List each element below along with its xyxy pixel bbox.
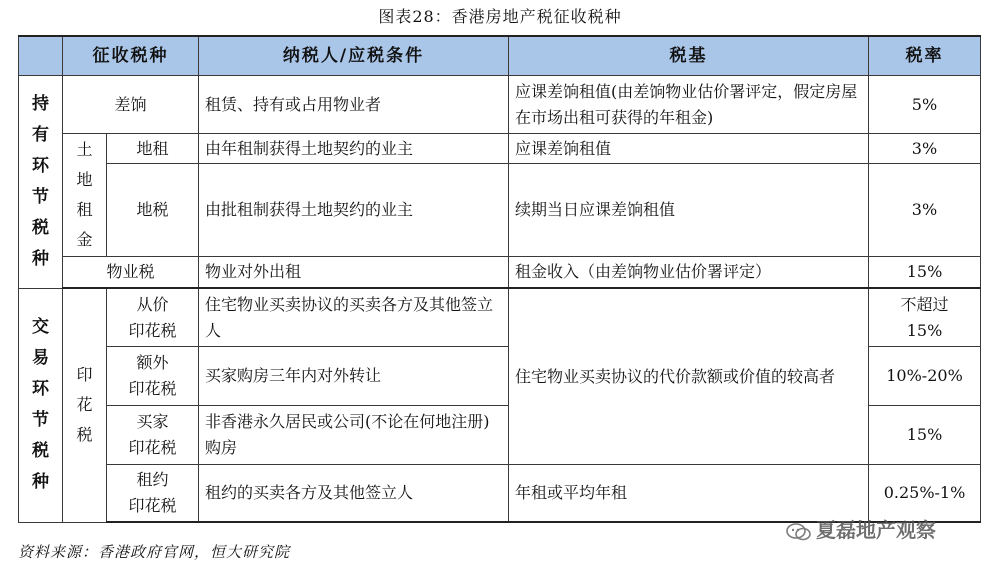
- payer-dishui: 由批租制获得土地契约的业主: [199, 164, 509, 257]
- header-tax-type: 征收税种: [63, 36, 199, 76]
- watermark-text: 夏磊地产观察: [816, 518, 936, 542]
- payer-chae: 租赁、持有或占用物业者: [199, 76, 509, 134]
- tax-name-ewai: 额外 印花税: [107, 347, 199, 406]
- rate-maijia: 15%: [869, 406, 981, 465]
- base-wuye: 租金收入（由差饷物业估价署评定）: [509, 257, 869, 289]
- tax-name-maijia: 买家 印花税: [107, 406, 199, 465]
- tax-name-chae: 差饷: [63, 76, 199, 134]
- table-row-dishui: [19, 164, 981, 257]
- tax-name-congjia: 从价 印花税: [107, 288, 199, 347]
- payer-ewai: 买家购房三年内对外转让: [199, 347, 509, 406]
- holding-section-label: 持 有 环 节 税 种: [19, 76, 63, 289]
- payer-dizu: 由年租制获得土地契约的业主: [199, 134, 509, 164]
- watermark: [786, 514, 936, 543]
- tax-name-dizu: 地租: [107, 134, 199, 164]
- rate-zuyue: 0.25%-1%: [869, 465, 981, 523]
- source-note: 资料来源：香港政府官网，恒大研究院: [18, 543, 291, 561]
- base-stamp-shared: 住宅物业买卖协议的代价款额或价值的较高者: [509, 288, 869, 465]
- table-row-chae: [19, 76, 981, 134]
- table-row-wuye: [19, 257, 981, 289]
- rate-chae: 5%: [869, 76, 981, 134]
- tax-name-wuye: 物业税: [63, 257, 199, 289]
- header-base: 税基: [509, 36, 869, 76]
- stamp-duty-group-label: 印 花 税: [63, 288, 107, 522]
- base-chae: 应课差饷租值(由差饷物业估价署评定，假定房屋在市场出租可获得的年租金): [509, 76, 869, 134]
- land-rent-group-label: 土 地 租 金: [63, 134, 107, 257]
- table-row-dizu: [19, 134, 981, 164]
- base-zuyue: 年租或平均年租: [509, 465, 869, 523]
- base-dishui: 续期当日应课差饷租值: [509, 164, 869, 257]
- rate-dishui: 3%: [869, 164, 981, 257]
- tax-name-zuyue: 租约 印花税: [107, 465, 199, 523]
- header-rate: 税率: [869, 36, 981, 76]
- rate-congjia: 不超过 15%: [869, 288, 981, 347]
- header-payer: 纳税人/应税条件: [199, 36, 509, 76]
- header-corner: [19, 36, 63, 76]
- base-dizu: 应课差饷租值: [509, 134, 869, 164]
- trading-section-label: 交 易 环 节 税 种: [19, 288, 63, 522]
- tax-table: [18, 35, 981, 523]
- payer-wuye: 物业对外出租: [199, 257, 509, 289]
- table-row-congjia: [19, 288, 981, 347]
- payer-zuyue: 租约的买卖各方及其他签立人: [199, 465, 509, 523]
- tax-name-dishui: 地税: [107, 164, 199, 257]
- header-row: [19, 36, 981, 76]
- wechat-icon: [786, 522, 812, 542]
- payer-congjia: 住宅物业买卖协议的买卖各方及其他签立人: [199, 288, 509, 347]
- rate-ewai: 10%-20%: [869, 347, 981, 406]
- rate-wuye: 15%: [869, 257, 981, 289]
- payer-maijia: 非香港永久居民或公司(不论在何地注册)购房: [199, 406, 509, 465]
- rate-dizu: 3%: [869, 134, 981, 164]
- figure-title: 图表28：香港房地产税征收税种: [378, 7, 622, 26]
